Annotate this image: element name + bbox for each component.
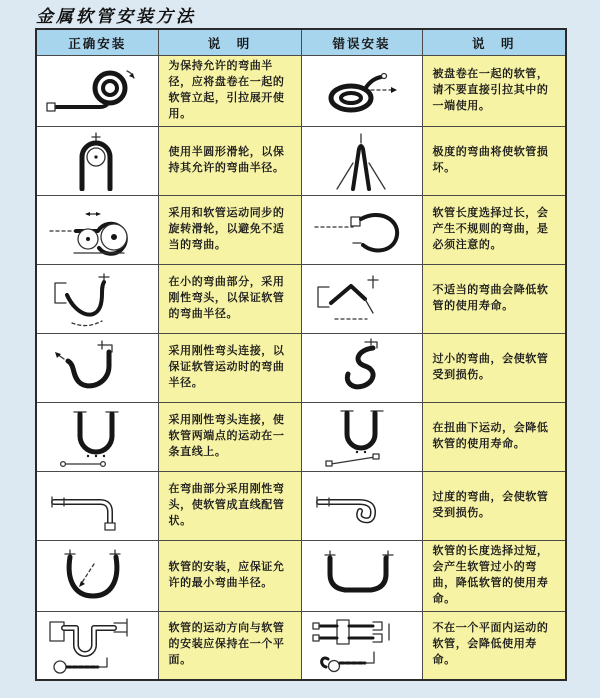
correct-note: 采用刚性弯头连接，以保证软管运动时的弯曲半径。 [158, 333, 301, 402]
correct-note: 使用半圆形滑轮，以保持其允许的弯曲半径。 [158, 126, 301, 195]
correct-note: 在小的弯曲部分，采用刚性弯头，以保证软管的弯曲半径。 [158, 264, 301, 333]
table-row [36, 56, 566, 127]
correct-note: 在弯曲部分采用刚性弯头，使软管成直线配管状。 [158, 471, 301, 540]
too-short-hose-icon [306, 546, 418, 606]
rigid-elbow-connection-icon [41, 338, 153, 398]
table-row [36, 333, 566, 402]
correct-illustration-cell [36, 56, 158, 127]
table-row [36, 402, 566, 471]
header-correct-install: 正确安装 [36, 29, 158, 56]
correct-illustration-cell [36, 264, 158, 333]
wrong-note: 被盘卷在一起的软管，请不要直接引拉其中的一端使用。 [422, 56, 566, 127]
wrong-illustration-cell [301, 402, 422, 471]
table-row [36, 195, 566, 264]
extreme-bend-icon [306, 131, 418, 191]
too-small-bend-icon [306, 338, 418, 398]
synchronized-rotating-pulley-icon [41, 201, 153, 259]
header-explanation-2: 说 明 [422, 29, 566, 56]
correct-note: 采用刚性弯头连接，使软管两端点的运动在一条直线上。 [158, 402, 301, 471]
table-row [36, 611, 566, 680]
correct-illustration-cell [36, 195, 158, 264]
correct-illustration-cell [36, 333, 158, 402]
wrong-illustration-cell [301, 471, 422, 540]
wrong-note: 不适当的弯曲会降低软管的使用寿命。 [422, 264, 566, 333]
correct-illustration-cell [36, 471, 158, 540]
correct-note: 软管的安装，应保证允许的最小弯曲半径。 [158, 540, 301, 611]
table-row [36, 540, 566, 611]
page-title: 金属软管安装方法 [36, 7, 196, 27]
wrong-illustration-cell [301, 611, 422, 680]
wrong-note: 极度的弯曲将使软管损坏。 [422, 126, 566, 195]
wrong-illustration-cell [301, 126, 422, 195]
wrong-illustration-cell [301, 540, 422, 611]
semicircular-pulley-icon [41, 131, 153, 191]
wrong-note: 不在一个平面内运动的软管，会降低使用寿命。 [422, 611, 566, 680]
wrong-note: 软管的长度选择过短，会产生软管过小的弯曲，降低软管的使用寿命。 [422, 540, 566, 611]
overlong-hose-loop-icon [306, 201, 418, 259]
correct-illustration-cell [36, 402, 158, 471]
wrong-illustration-cell [301, 333, 422, 402]
excessive-bend-hook-icon [306, 476, 418, 536]
correct-note: 采用和软管运动同步的旋转滑轮，以避免不适当的弯曲。 [158, 195, 301, 264]
wrong-note: 软管长度选择过长，会产生不规则的弯曲，是必须注意的。 [422, 195, 566, 264]
hose-coil-end-pulled-icon [306, 62, 418, 120]
straight-pipe-elbow-icon [41, 476, 153, 536]
twisted-motion-icon [306, 406, 418, 468]
correct-illustration-cell [36, 126, 158, 195]
out-of-plane-hoses-icon [306, 613, 418, 677]
table-row [36, 264, 566, 333]
rigid-elbow-small-bend-icon [41, 269, 153, 329]
wrong-note: 过小的弯曲，会使软管受到损伤。 [422, 333, 566, 402]
u-shape-inline-motion-icon [41, 406, 153, 468]
improper-bend-icon [306, 269, 418, 329]
min-bend-radius-u-icon [41, 546, 153, 606]
same-plane-trap-icon [41, 613, 153, 677]
header-explanation-1: 说 明 [158, 29, 301, 56]
header-row [36, 29, 566, 56]
wrong-note: 过度的弯曲，会使软管受到损伤。 [422, 471, 566, 540]
table-row [36, 471, 566, 540]
installation-guide-table [35, 28, 567, 681]
hose-coil-unrolled-icon [41, 62, 153, 120]
correct-note: 为保持允许的弯曲半径，应将盘卷在一起的软管立起，引拉展开使用。 [158, 56, 301, 127]
header-wrong-install: 错误安装 [301, 29, 422, 56]
wrong-illustration-cell [301, 195, 422, 264]
wrong-note: 在扭曲下运动，会降低软管的使用寿命。 [422, 402, 566, 471]
correct-illustration-cell [36, 540, 158, 611]
correct-illustration-cell [36, 611, 158, 680]
table-row [36, 126, 566, 195]
wrong-illustration-cell [301, 264, 422, 333]
wrong-illustration-cell [301, 56, 422, 127]
correct-note: 软管的运动方向与软管的安装应保持在一个平面。 [158, 611, 301, 680]
